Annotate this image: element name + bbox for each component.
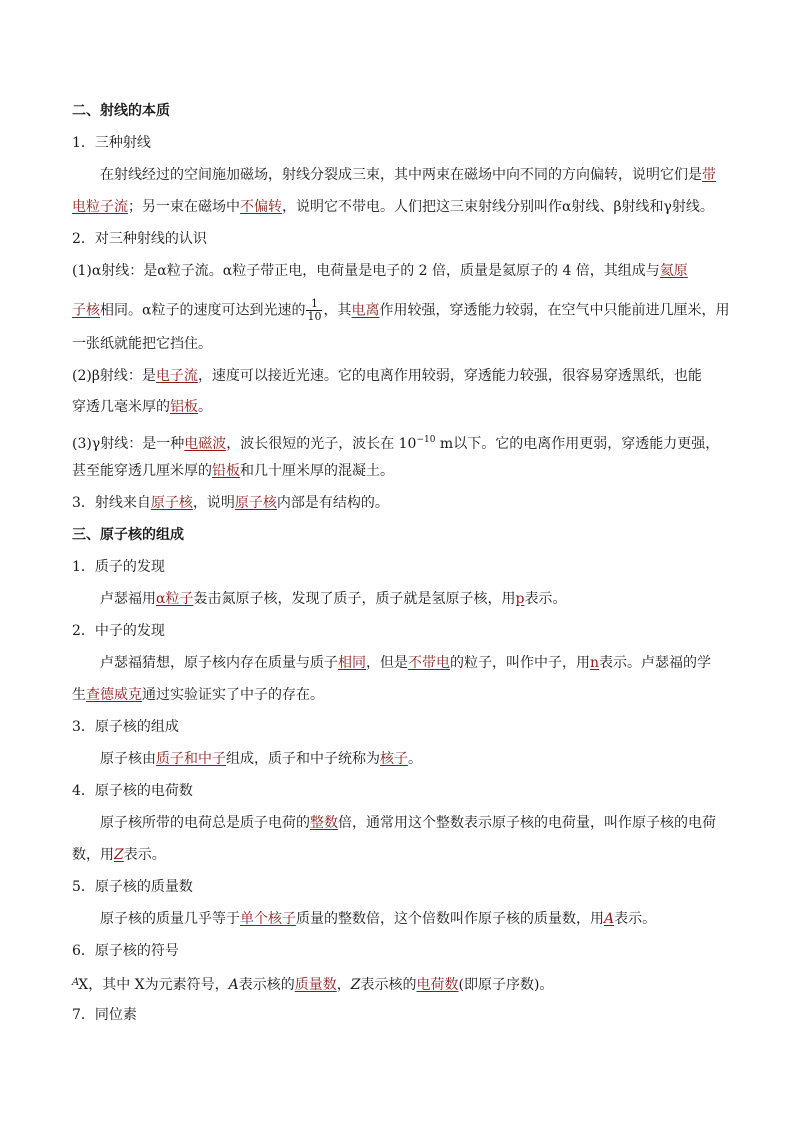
subheading-understanding (72, 230, 722, 248)
text: 原子核的质量几乎等于 (100, 911, 240, 927)
text: 通过实验证实了中子的存在。 (142, 687, 324, 703)
text: Z (350, 977, 361, 993)
text: ，但是 (366, 655, 408, 671)
answer-blank: 铝板 (170, 399, 198, 415)
text: 组成，质子和中子统称为 (226, 751, 380, 767)
text: 表示。卢瑟福的学 (599, 655, 712, 671)
text: ，波长很短的光子，波长在 10 (226, 436, 417, 452)
paragraph-line (72, 198, 722, 216)
paragraph-line (72, 846, 722, 864)
text: 倍，通常用这个整数表示原子核的电荷量，叫作原子核的电荷 (338, 815, 716, 831)
heading-text: 二、射线的本质 (72, 103, 170, 119)
text: ，其 (323, 302, 352, 319)
text: 表示核的 (238, 977, 295, 993)
paragraph-line (72, 974, 722, 994)
subheading-text: 2．中子的发现 (72, 623, 165, 639)
subheading-neutron (72, 622, 722, 640)
paragraph-line (100, 590, 750, 608)
text: 和几十厘米厚的混凝土。 (240, 463, 394, 479)
exponent: −10 (416, 435, 436, 445)
text: ，说明 (192, 495, 235, 511)
text: ，速度可以接近光速。它的电离作用较弱，穿透能力较强，很容易穿透黑纸，也能 (197, 368, 702, 384)
paragraph-line (100, 910, 750, 928)
answer-blank: 单个核子 (240, 911, 296, 927)
answer-blank: 电荷数 (416, 977, 459, 993)
answer-blank: Z (114, 847, 124, 863)
answer-blank: 电磁波 (184, 436, 227, 452)
text: 表示。 (524, 591, 567, 607)
answer-blank: 带 (702, 167, 716, 183)
paragraph-line (72, 494, 722, 512)
text: 穿透几毫米厚的 (72, 399, 170, 415)
paragraph-line (100, 814, 750, 832)
text: 的粒子，叫作中子，用 (450, 655, 590, 671)
text: (3)γ射线：是一种 (72, 436, 185, 452)
text: ，说明它不带电。人们把这三束射线分别叫作α射线、β射线和γ射线。 (282, 199, 714, 215)
answer-blank: 不带电 (408, 655, 450, 671)
answer-blank: 氦原 (659, 263, 688, 279)
paragraph-line (72, 431, 722, 453)
text: A (228, 977, 239, 993)
answer-blank: 不偏转 (240, 199, 282, 215)
text: 在射线经过的空间施加磁场，射线分裂成三束，其中两束在磁场中向不同的方向偏转，说明它们是 (100, 167, 702, 183)
answer-blank: 铅板 (212, 463, 240, 479)
answer-blank: p (515, 591, 525, 607)
answer-blank: 子核 (72, 302, 100, 319)
text: (1)α射线：是α粒子流。α粒子带正电，电荷量是电子的 2 倍，质量是氦原子的 4 倍，其组成与 (72, 263, 660, 279)
subheading-text: 2．对三种射线的认识 (72, 231, 207, 247)
text: 原子核由 (100, 751, 156, 767)
text: 卢瑟福用 (100, 591, 156, 607)
answer-blank: α粒子 (156, 591, 194, 607)
subheading-nucleus-symbol (72, 942, 722, 960)
text: 作用较强，穿透能力较弱，在空气中只能前进几厘米，用 (379, 302, 730, 319)
fraction-denominator: 10 (307, 310, 322, 323)
subheading-text: 1．三种射线 (72, 135, 151, 151)
text: 。 (408, 751, 422, 767)
heading-text: 三、原子核的组成 (72, 527, 184, 543)
text: ， (336, 977, 351, 993)
text: 轰击氮原子核，发现了质子，质子就是氢原子核，用 (193, 591, 516, 607)
answer-blank: 电粒子流 (72, 199, 128, 215)
text: 相同。α粒子的速度可达到光速的 (100, 302, 306, 319)
subheading-text: 5．原子核的质量数 (72, 879, 193, 895)
answer-blank: 质子和中子 (156, 751, 226, 767)
answer-blank: 核子 (380, 751, 408, 767)
paragraph-line (100, 750, 750, 768)
isotope-superscript: A (72, 977, 80, 988)
answer-blank: n (590, 655, 600, 671)
answer-blank: 原子核 (234, 495, 277, 511)
answer-blank: 电离 (351, 302, 380, 319)
paragraph-line (72, 367, 722, 385)
section-heading-nucleus (72, 526, 722, 544)
text: 数，用 (72, 847, 114, 863)
subheading-mass-number (72, 878, 722, 896)
paragraph-line (72, 335, 722, 353)
paragraph-line (72, 262, 722, 280)
subheading-charge-number (72, 782, 722, 800)
text: (即原子序数)。 (458, 977, 554, 993)
subheading-proton (72, 558, 722, 576)
paragraph-line (72, 462, 722, 480)
subheading-isotope (72, 1006, 722, 1024)
subheading-three-rays (72, 134, 722, 152)
answer-blank: 查德威克 (86, 687, 142, 703)
answer-blank: 质量数 (294, 977, 337, 993)
answer-blank: 整数 (310, 815, 338, 831)
text: 表示。 (123, 847, 166, 863)
subheading-text: 1．质子的发现 (72, 559, 165, 575)
text: 质量的整数倍，这个倍数叫作原子核的质量数，用 (296, 911, 604, 927)
paragraph-line (100, 166, 750, 184)
text: X，其中 X为元素符号， (78, 977, 229, 993)
text: 3．射线来自 (72, 495, 151, 511)
paragraph-line (72, 686, 722, 704)
text: ；另一束在磁场中 (128, 199, 240, 215)
text: 表示核的 (360, 977, 417, 993)
answer-blank: 相同 (338, 655, 366, 671)
answer-blank: A (604, 911, 615, 927)
subheading-text: 6．原子核的符号 (72, 943, 179, 959)
text: 原子核所带的电荷总是质子电荷的 (100, 815, 310, 831)
answer-blank: 电子流 (155, 368, 198, 384)
subheading-text: 3．原子核的组成 (72, 719, 179, 735)
fraction-numerator: 1 (306, 298, 322, 311)
paragraph-line (72, 398, 722, 416)
paragraph-line (72, 297, 730, 323)
answer-blank: 原子核 (150, 495, 193, 511)
paragraph-line (100, 654, 750, 672)
subheading-text: 4．原子核的电荷数 (72, 783, 193, 799)
text: 甚至能穿透几厘米厚的 (72, 463, 212, 479)
subheading-composition (72, 718, 722, 736)
subheading-text: 7．同位素 (72, 1007, 137, 1023)
text: 生 (72, 687, 86, 703)
text: 。 (198, 399, 212, 415)
section-heading-ray-nature (72, 102, 722, 120)
text: 表示。 (614, 911, 657, 927)
fraction (306, 298, 322, 323)
text: m以下。它的电离作用更弱，穿透能力更强， (435, 436, 720, 452)
text: 卢瑟福猜想，原子核内存在质量与质子 (100, 655, 338, 671)
text: 内部是有结构的。 (276, 495, 389, 511)
text: 一张纸就能把它挡住。 (72, 336, 212, 352)
text: (2)β射线：是 (72, 368, 156, 384)
